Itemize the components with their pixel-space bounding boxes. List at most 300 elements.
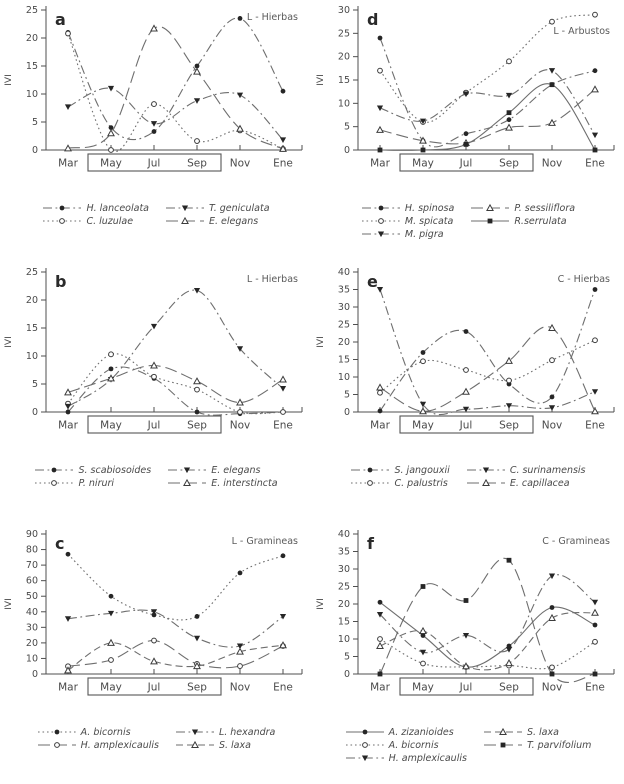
x-tick-label-sep: Sep [187,157,207,170]
panel-title: C - Gramineas [542,536,610,547]
data-point-h-spinosa [378,36,383,41]
x-tick-label-sep: Sep [187,681,207,694]
data-point-s-scabiosoides [195,410,200,415]
x-tick-label-jul: Jul [147,681,161,694]
data-point-a-bicornis [281,553,286,558]
data-point-l-hexandra [65,616,71,622]
y-tick-label: 10 [25,351,38,362]
data-point-s-laxa [108,640,114,646]
legend-item-c-surinamensis [466,464,586,476]
legend-label: S. scabiosoides [78,464,152,476]
data-point-e-capillacea [463,389,469,395]
panel-title: C - Hierbas [557,274,610,285]
y-tick-label: 20 [25,637,38,649]
x-tick-label-jul: Jul [459,419,473,432]
data-point-l-hexandra [280,614,286,620]
y-tick-label: 35 [337,284,350,296]
legend-column [350,464,449,489]
panel-title: L - Hierbas [246,12,298,23]
panel-c [0,524,312,784]
panel-letter-d: d [367,10,379,29]
data-point-t-geniculata [194,98,200,104]
y-tick-label: 30 [337,5,350,16]
panel-letter-b: b [55,272,67,291]
x-tick-label-mar: Mar [370,157,390,170]
legend-swatch [470,215,510,227]
y-tick-label: 40 [25,606,38,618]
data-point-h-amplexicaulis [109,658,114,663]
data-point-c-luzulae [152,102,157,107]
legend-column [361,202,454,240]
series-line-e-elegans [68,290,283,406]
legend-column [483,726,591,764]
y-tick-label: 25 [337,581,350,593]
panel-b [0,262,312,524]
y-tick-label: 30 [25,622,38,634]
legend-swatch [34,477,74,489]
panel-letter-a: a [55,10,66,29]
x-tick-label-ene: Ene [273,419,293,432]
legend-label: H. spinosa [404,202,455,214]
y-tick-label: 30 [337,302,350,313]
x-tick-label-may: May [412,157,434,170]
y-tick-label: 10 [337,634,350,645]
legend-swatch [42,202,82,214]
series-markers-e-elegans [65,25,286,151]
data-point-a-zizanioides [550,605,555,610]
legend-item-t-geniculata [165,202,270,214]
y-axis-label: IVI [4,598,14,610]
square-filled-icon [488,219,493,224]
legend-swatch [466,464,506,476]
data-point-m-pigra [549,68,555,74]
data-point-e-capillacea [377,384,383,390]
data-point-p-niruri [281,410,286,415]
x-tick-label-ene: Ene [273,681,293,694]
series-markers-p-sessiliflora [377,86,598,145]
y-tick-label: 30 [337,564,350,575]
legend-swatch [167,477,207,489]
x-tick-label-mar: Mar [58,157,78,170]
data-point-t-parvifolium [421,584,426,589]
data-point-a-bicornis [593,639,598,644]
legend-item-h-lanceolata [42,202,149,214]
series-line-e-capillacea [380,327,595,412]
circle-open-icon [368,481,373,486]
series-line-a-zizanioides [380,602,595,667]
data-point-c-palustris [378,390,383,395]
data-point-t-geniculata [65,104,71,110]
legend-label: E. elegans [211,464,261,476]
legend-item-c-luzulae [42,215,149,227]
x-tick-label-jul: Jul [147,157,161,170]
legend-label: E. capillacea [509,477,570,489]
legend-label: C. surinamensis [509,464,586,476]
data-point-h-lanceolata [281,89,286,94]
circle-filled-icon [368,468,373,473]
series-markers-s-jangouxii [378,287,598,413]
legend-column [34,464,151,489]
y-tick-labels [338,529,358,680]
series-markers-t-parvifolium [378,558,598,677]
legend-item-a-zizanioides [345,726,467,738]
y-tick-label: 5 [343,389,350,401]
legend-label: A. bicornis [80,726,131,738]
data-point-s-scabiosoides [109,366,114,371]
legend-swatch [350,464,390,476]
x-tick-label-ene: Ene [585,419,605,432]
data-point-p-niruri [152,374,157,379]
legend-label: S. jangouxii [394,464,450,476]
data-point-p-niruri [238,410,243,415]
series-markers-s-laxa [377,610,598,669]
legend-item-r-serrulata [470,215,575,227]
x-tick-labels [370,145,614,170]
legend-item-e-elegans [165,215,270,227]
series-line-e-interstincta [68,365,283,402]
chart-d [312,0,624,206]
legend-swatch [37,739,77,751]
legend-item-s-laxa [483,726,591,738]
data-point-s-scabiosoides [66,410,71,415]
series-line-t-parvifolium [380,558,595,682]
y-tick-label: 60 [25,575,38,587]
legend-item-e-capillacea [466,477,586,489]
legend-swatch [175,726,215,738]
legend-column [165,202,270,227]
data-point-h-spinosa [507,117,512,122]
chart-c [0,524,312,730]
y-tick-label: 5 [343,121,350,133]
legend-swatch [34,464,74,476]
data-point-e-capillacea [592,408,598,414]
x-tick-label-jul: Jul [459,157,473,170]
y-tick-label: 10 [25,89,38,100]
legend-swatch [345,739,385,751]
series-markers-r-serrulata [378,82,598,152]
legend-swatch [470,202,510,214]
data-point-a-bicornis [238,570,243,575]
y-tick-label: 40 [337,267,350,278]
data-point-s-jangouxii [550,395,555,400]
legend-label: C. luzulae [86,215,134,227]
y-tick-label: 10 [337,98,350,110]
y-tick-label: 50 [25,591,38,603]
legend-item-a-bicornis [37,726,159,738]
chart-f [312,524,624,730]
y-axis-label: IVI [316,336,326,348]
circle-filled-icon [60,206,65,211]
legend-label: C. palustris [394,477,448,489]
legend-item-c-palustris [350,477,449,489]
data-point-r-serrulata [593,148,598,153]
data-point-h-amplexicaulis [238,664,243,669]
series-line-a-bicornis [380,639,595,669]
y-axis-label: IVI [316,74,326,86]
y-tick-label: 90 [25,529,38,540]
data-point-t-parvifolium [550,672,555,677]
data-point-r-serrulata [464,142,469,147]
y-tick-labels [26,529,46,680]
y-tick-label: 15 [25,323,38,334]
series-line-p-niruri [68,354,283,414]
legend-swatch [466,477,506,489]
y-tick-label: 5 [31,379,38,390]
data-point-r-serrulata [550,82,555,87]
x-tick-label-ene: Ene [273,157,293,170]
data-point-c-luzulae [66,31,71,36]
circle-filled-icon [54,730,59,735]
legend-item-a-bicornis [345,739,467,751]
legend-swatch [165,202,205,214]
x-tick-label-sep: Sep [187,419,207,432]
x-tick-labels [370,407,614,432]
series-markers-s-laxa [65,640,286,673]
chart-a [0,0,312,206]
panel-d [312,0,624,262]
data-point-a-bicornis [195,614,200,619]
legend-label: H. lanceolata [86,202,150,214]
legend-label: E. interstincta [211,477,278,489]
series-markers-a-zizanioides [378,600,598,670]
series-markers-h-amplexicaulis [66,638,286,668]
data-point-t-geniculata [151,121,157,127]
data-point-s-laxa [377,643,383,649]
x-tick-labels [58,669,302,694]
panel-letter-c: c [55,534,65,553]
x-tick-label-sep: Sep [499,419,519,432]
data-point-a-bicornis [66,552,71,557]
legend-swatch [42,215,82,227]
data-point-h-amplexicaulis [592,600,598,606]
series-line-e-elegans [68,27,283,149]
legend-item-h-spinosa [361,202,454,214]
data-point-e-elegans [280,386,286,392]
data-point-c-luzulae [195,139,200,144]
chart-b [0,262,312,468]
data-point-a-zizanioides [378,600,383,605]
y-tick-labels [26,5,46,156]
legend-swatch [361,228,401,240]
x-tick-label-may: May [100,157,122,170]
series-markers-e-capillacea [377,325,598,414]
circle-open-icon [362,743,367,748]
data-point-c-surinamensis [592,389,598,395]
legend-swatch [165,215,205,227]
series-markers-l-hexandra [65,609,286,649]
y-tick-label: 25 [337,28,350,40]
series-markers-c-surinamensis [377,287,598,412]
x-tick-label-ene: Ene [585,157,605,170]
legend-item-s-laxa [175,739,275,751]
series-markers-e-elegans [65,288,286,410]
data-point-h-amplexicaulis [152,638,157,643]
series-line-h-amplexicaulis [68,641,283,668]
data-point-e-interstincta [194,378,200,384]
legend-swatch [167,464,207,476]
legend-column [42,202,149,227]
data-point-a-bicornis [378,637,383,642]
legend-swatch [483,739,523,751]
circle-filled-icon [52,468,57,473]
x-tick-label-ene: Ene [585,681,605,694]
data-point-h-spinosa [464,131,469,136]
data-point-e-elegans [65,404,71,410]
square-filled-icon [501,743,506,748]
legend-swatch [37,726,77,738]
data-point-c-palustris [507,378,512,383]
legend-swatch [345,752,385,764]
legend-swatch [483,726,523,738]
y-tick-labels [338,267,358,418]
y-tick-label: 20 [25,33,38,44]
legend-label: S. laxa [526,726,559,738]
legend-column [470,202,575,240]
data-point-h-amplexicaulis [506,647,512,653]
series-line-p-sessiliflora [380,89,595,144]
x-tick-label-may: May [412,681,434,694]
legend-label: A. zizanioides [388,726,454,738]
x-tick-labels [58,145,302,170]
x-tick-label-may: May [100,419,122,432]
x-tick-label-nov: Nov [229,419,251,432]
panel-title: L - Arbustos [553,26,610,37]
legend-a [0,202,312,227]
y-tick-labels [338,5,358,156]
series-line-c-palustris [380,340,595,392]
legend-d [312,202,624,240]
legend-column [345,726,467,764]
y-tick-label: 40 [337,529,350,540]
data-point-s-laxa [592,610,598,616]
legend-label: T. parvifolium [526,739,592,751]
series-line-c-luzulae [68,34,283,152]
x-tick-label-jul: Jul [147,419,161,432]
series-line-l-hexandra [68,610,283,647]
data-point-h-lanceolata [238,16,243,21]
legend-item-p-sessiliflora [470,202,575,214]
y-axis-label: IVI [316,598,326,610]
y-tick-label: 25 [25,5,38,16]
series-line-h-lanceolata [68,18,283,140]
y-tick-label: 5 [31,117,38,128]
data-point-p-sessiliflora [592,86,598,92]
data-point-s-jangouxii [421,350,426,355]
data-point-t-parvifolium [593,672,598,677]
legend-e [312,464,624,489]
data-point-t-geniculata [280,137,286,143]
series-markers-a-bicornis [66,552,286,619]
data-point-e-elegans [151,324,157,330]
series-markers-c-luzulae [66,31,286,152]
y-tick-label: 20 [337,599,350,610]
circle-open-icon [379,219,384,224]
data-point-m-spicata [507,59,512,64]
data-point-a-bicornis [421,661,426,666]
legend-item-s-jangouxii [350,464,449,476]
y-tick-label: 15 [337,616,350,628]
y-tick-label: 15 [337,354,350,366]
x-tick-label-nov: Nov [541,681,563,694]
series-markers-s-scabiosoides [66,366,286,416]
x-tick-label-nov: Nov [229,681,251,694]
legend-label: R.serrulata [514,215,567,227]
series-line-s-jangouxii [380,290,595,411]
x-tick-label-mar: Mar [370,681,390,694]
panel-f [312,524,624,784]
legend-swatch [361,215,401,227]
legend-item-p-niruri [34,477,151,489]
series-line-a-bicornis [68,554,283,620]
x-tick-label-mar: Mar [58,419,78,432]
data-point-c-palustris [464,368,469,373]
data-point-s-laxa [151,658,157,664]
y-tick-label: 20 [25,295,38,306]
circle-open-icon [52,481,57,486]
legend-label: H. amplexicaulis [80,739,159,751]
legend-swatch [345,726,385,738]
legend-label: A. bicornis [388,739,439,751]
data-point-c-luzulae [109,148,114,153]
panel-a [0,0,312,262]
data-point-t-parvifolium [464,598,469,603]
data-point-s-jangouxii [378,409,383,414]
y-tick-label: 70 [25,560,38,572]
circle-filled-icon [362,730,367,735]
legend-label: M. pigra [404,228,444,240]
panel-title: L - Gramineas [231,536,298,547]
data-point-a-zizanioides [593,623,598,628]
y-tick-label: 20 [337,51,350,63]
data-point-t-parvifolium [507,558,512,563]
data-point-p-niruri [109,352,114,357]
legend-item-l-hexandra [175,726,275,738]
data-point-m-spicata [550,19,555,24]
data-point-r-serrulata [378,148,383,153]
data-point-m-spicata [378,68,383,73]
data-point-r-serrulata [421,148,426,153]
data-point-r-serrulata [507,110,512,115]
y-tick-label: 35 [337,546,350,558]
legend-column [175,726,275,751]
y-tick-label: 0 [343,669,350,680]
x-tick-label-nov: Nov [229,157,251,170]
data-point-h-lanceolata [152,129,157,134]
data-point-c-palustris [593,338,598,343]
legend-label: P. sessiliflora [514,202,576,214]
legend-label: E. elegans [209,215,259,227]
legend-column [37,726,159,751]
y-tick-label: 0 [31,407,38,418]
legend-column [466,464,586,489]
panel-letter-e: e [367,272,378,291]
legend-item-h-amplexicaulis [37,739,159,751]
data-point-e-elegans [151,25,157,31]
y-tick-label: 80 [25,544,38,556]
y-tick-label: 5 [343,651,350,663]
y-tick-label: 0 [343,407,350,418]
y-axis-label: IVI [4,74,14,86]
data-point-p-sessiliflora [377,127,383,133]
data-point-e-elegans [108,130,114,136]
data-point-l-hexandra [194,636,200,642]
data-point-a-bicornis [550,665,555,670]
y-tick-label: 10 [25,653,38,665]
x-tick-label-may: May [100,681,122,694]
y-tick-label: 20 [337,337,350,348]
legend-item-s-scabiosoides [34,464,151,476]
y-tick-label: 25 [25,267,38,278]
